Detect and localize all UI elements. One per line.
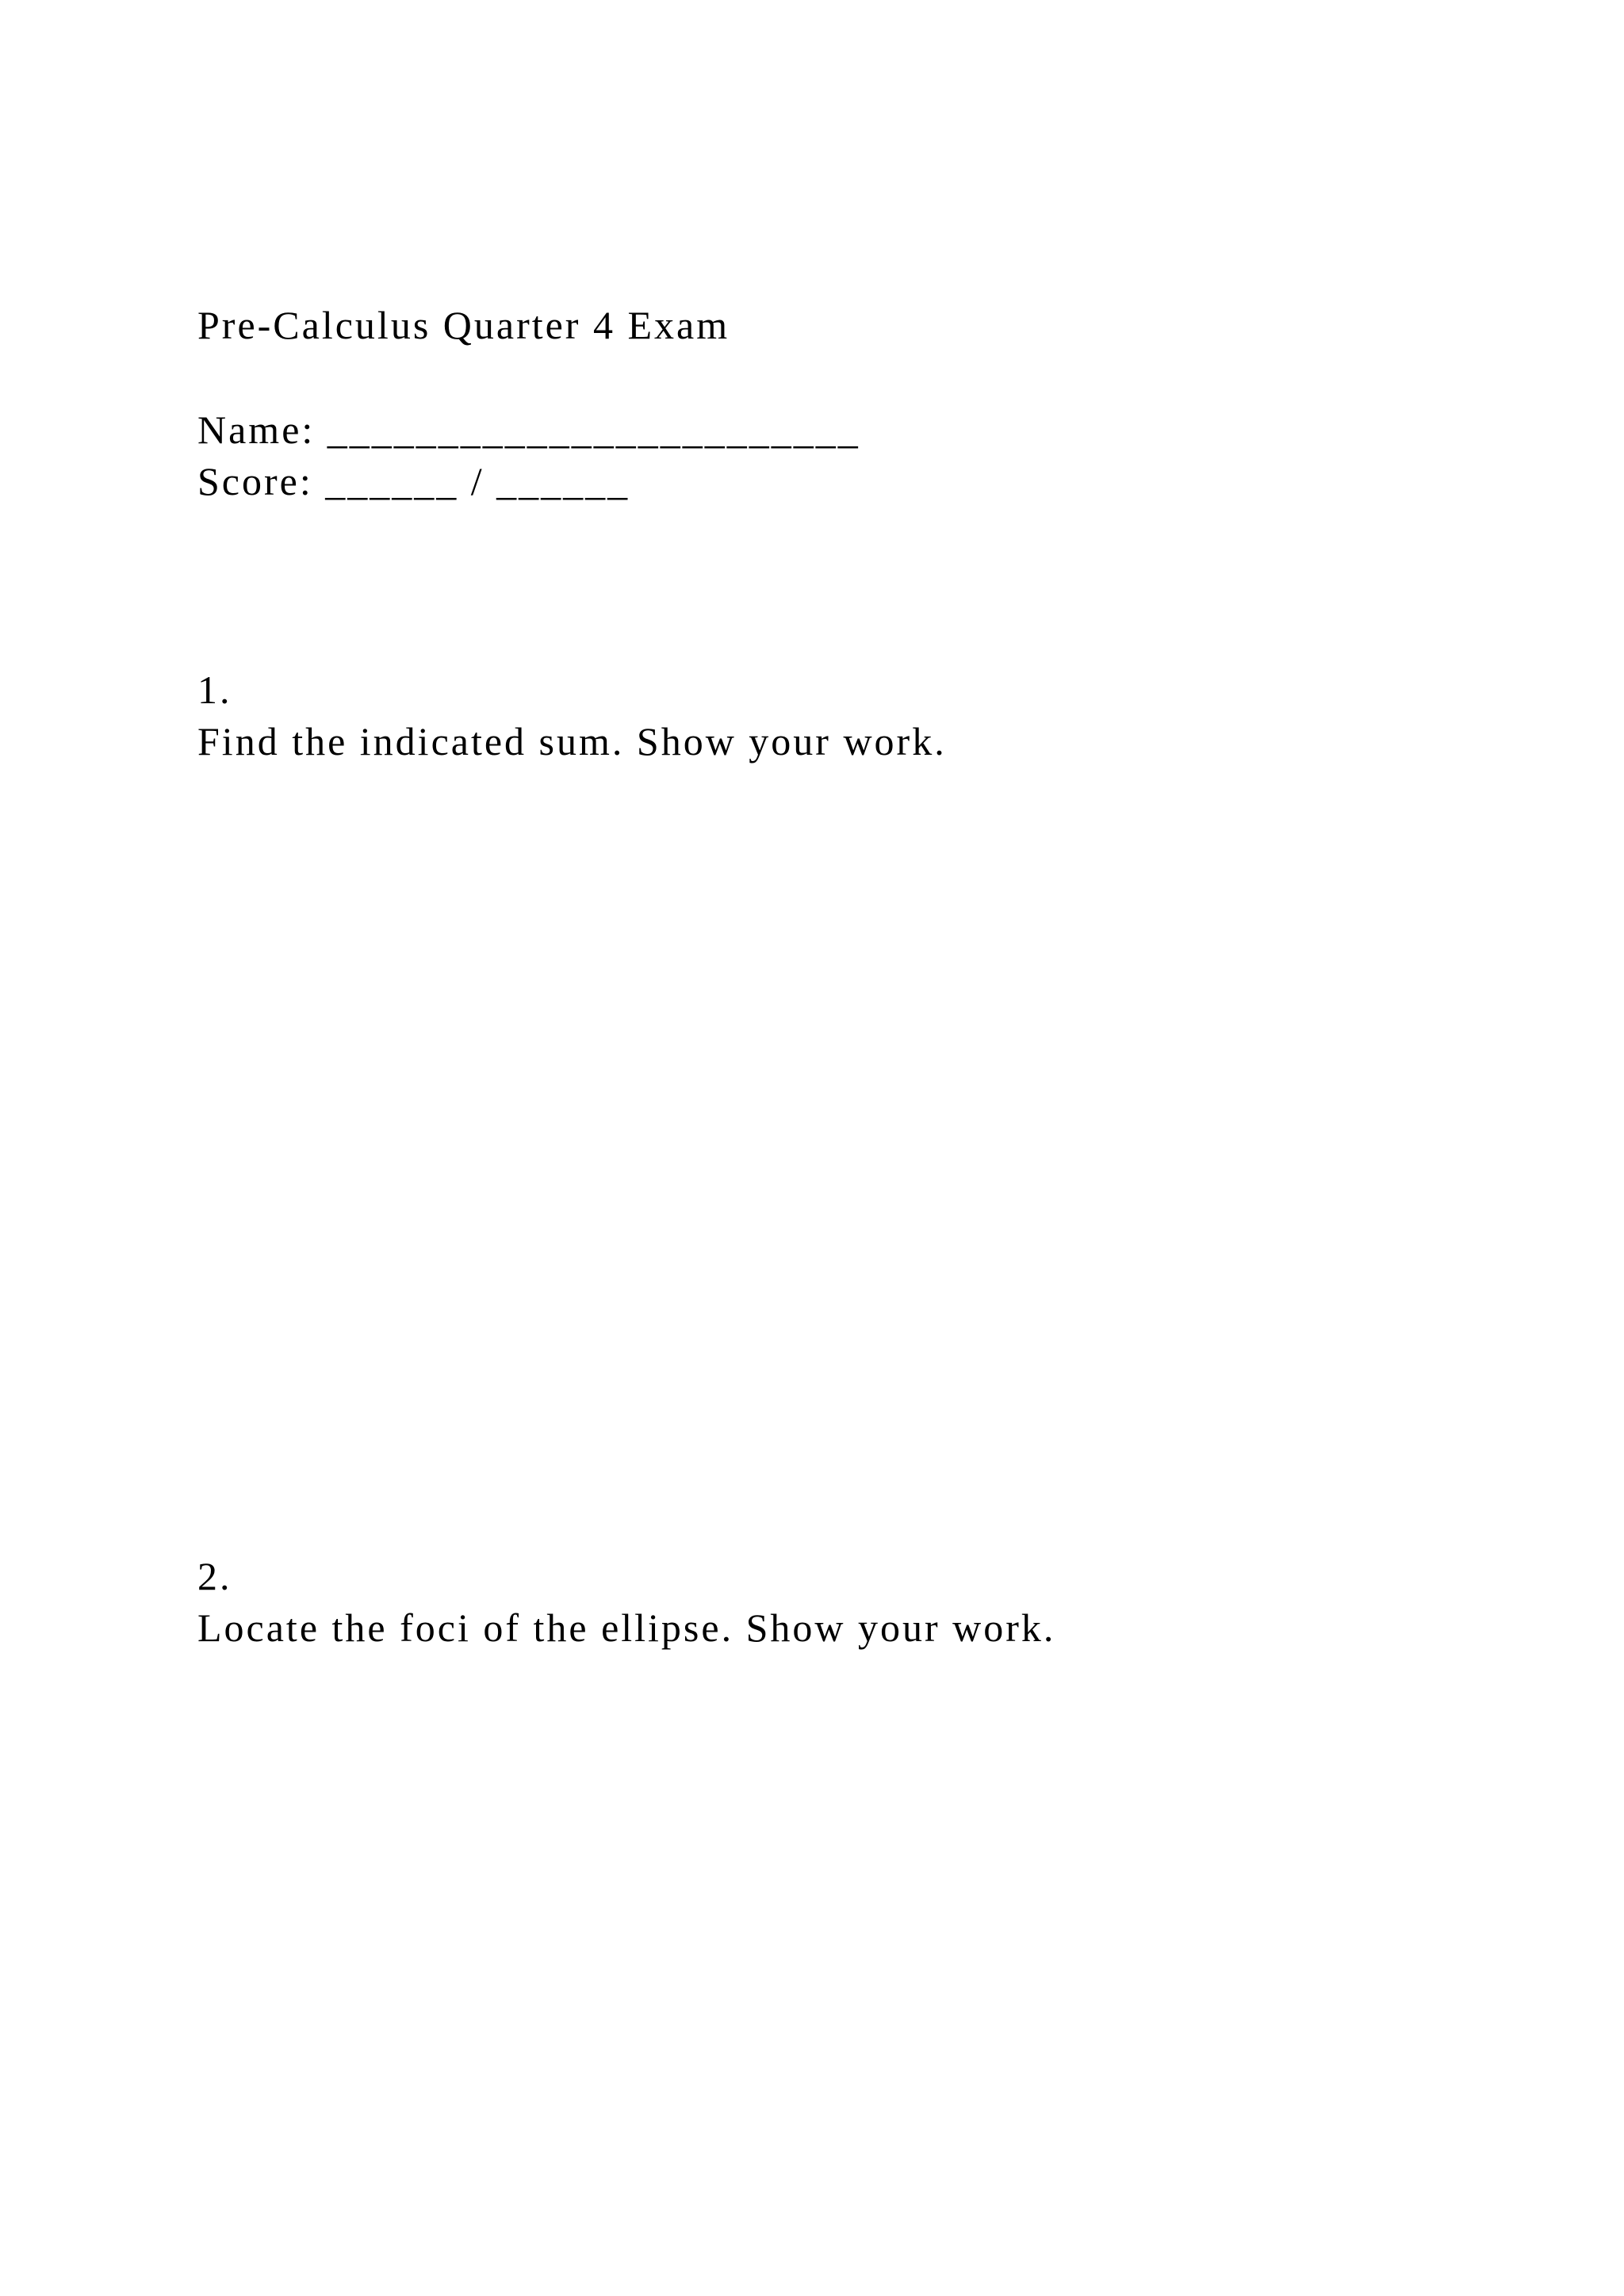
name-field-line: Name: ________________________ [197,408,860,452]
question-1-prompt: Find the indicated sum. Show your work. [197,719,947,763]
question-2-number: 2. [197,1554,232,1598]
question-2-prompt: Locate the foci of the ellipse. Show your work. [197,1605,1056,1650]
question-1-number: 1. [197,668,232,712]
exam-title: Pre-Calculus Quarter 4 Exam [197,303,730,347]
score-field-line: Score: ______ / ______ [197,459,630,503]
